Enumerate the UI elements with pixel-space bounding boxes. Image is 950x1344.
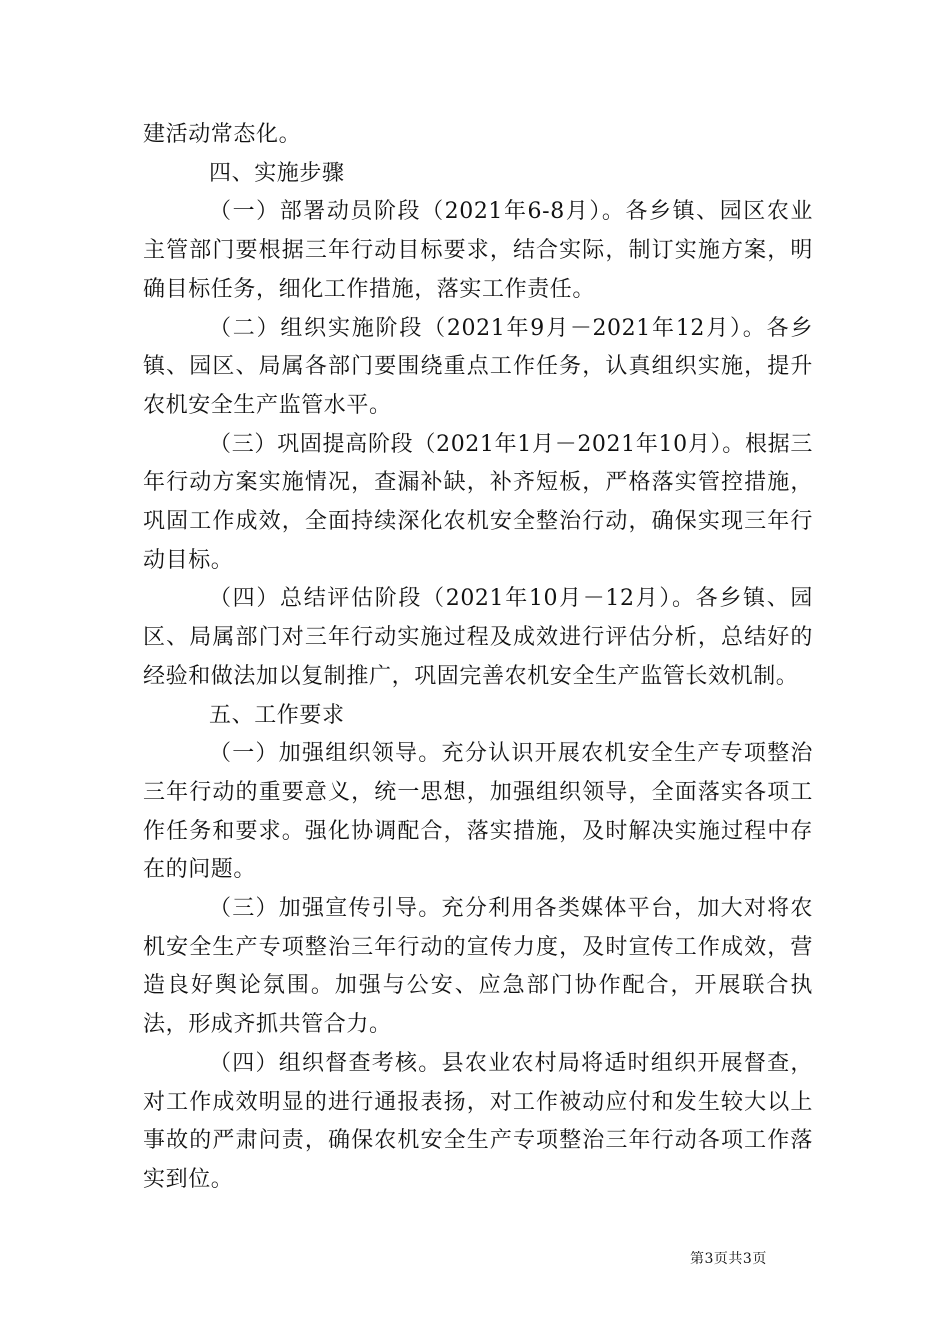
paragraph-requirement-1: （一）加强组织领导。充分认识开展农机安全生产专项整治三年行动的重要意义，统一思想，加强组织领导，全面落实各项工作任务和要求。强化协调配合，落实措施，及时解决实施过程中存在的问题。	[143, 741, 813, 883]
document-body	[143, 116, 813, 1200]
paragraph-stage-2: （二）组织实施阶段（2021年9月－2021年12月）。各乡镇、园区、局属各部门要围绕重点工作任务，认真组织实施，提升农机安全生产监管水平。	[143, 315, 813, 418]
paragraph-continuation: 建活动常态化。	[143, 122, 302, 147]
paragraph-requirement-3: （三）加强宣传引导。充分利用各类媒体平台，加大对将农机安全生产专项整治三年行动的宣传力度，及时宣传工作成效，营造良好舆论氛围。加强与公安、应急部门协作配合，开展联合执法，形成齐抓共管合力。	[143, 896, 813, 1038]
paragraph-stage-1: （一）部署动员阶段（2021年6-8月）。各乡镇、园区农业主管部门要根据三年行动目标要求，结合实际，制订实施方案，明确目标任务，细化工作措施，落实工作责任。	[143, 199, 813, 302]
paragraph-stage-4: （四）总结评估阶段（2021年10月－12月）。各乡镇、园区、局属部门对三年行动实施过程及成效进行评估分析，总结好的经验和做法加以复制推广，巩固完善农机安全生产监管长效机制。	[143, 586, 813, 689]
section-heading-work-requirements: 五、工作要求	[209, 702, 345, 728]
section-heading-implementation-steps: 四、实施步骤	[209, 160, 345, 186]
page-number: 第3页共3页	[690, 1251, 767, 1267]
paragraph-requirement-4: （四）组织督查考核。县农业农村局将适时组织开展督查，对工作成效明显的进行通报表扬，对工作被动应付和发生较大以上事故的严肃问责，确保农机安全生产专项整治三年行动各项工作落实到位。	[143, 1050, 813, 1192]
paragraph-stage-3: （三）巩固提高阶段（2021年1月－2021年10月）。根据三年行动方案实施情况，查漏补缺，补齐短板，严格落实管控措施，巩固工作成效，全面持续深化农机安全整治行动，确保实现三年行动目标。	[143, 431, 813, 573]
